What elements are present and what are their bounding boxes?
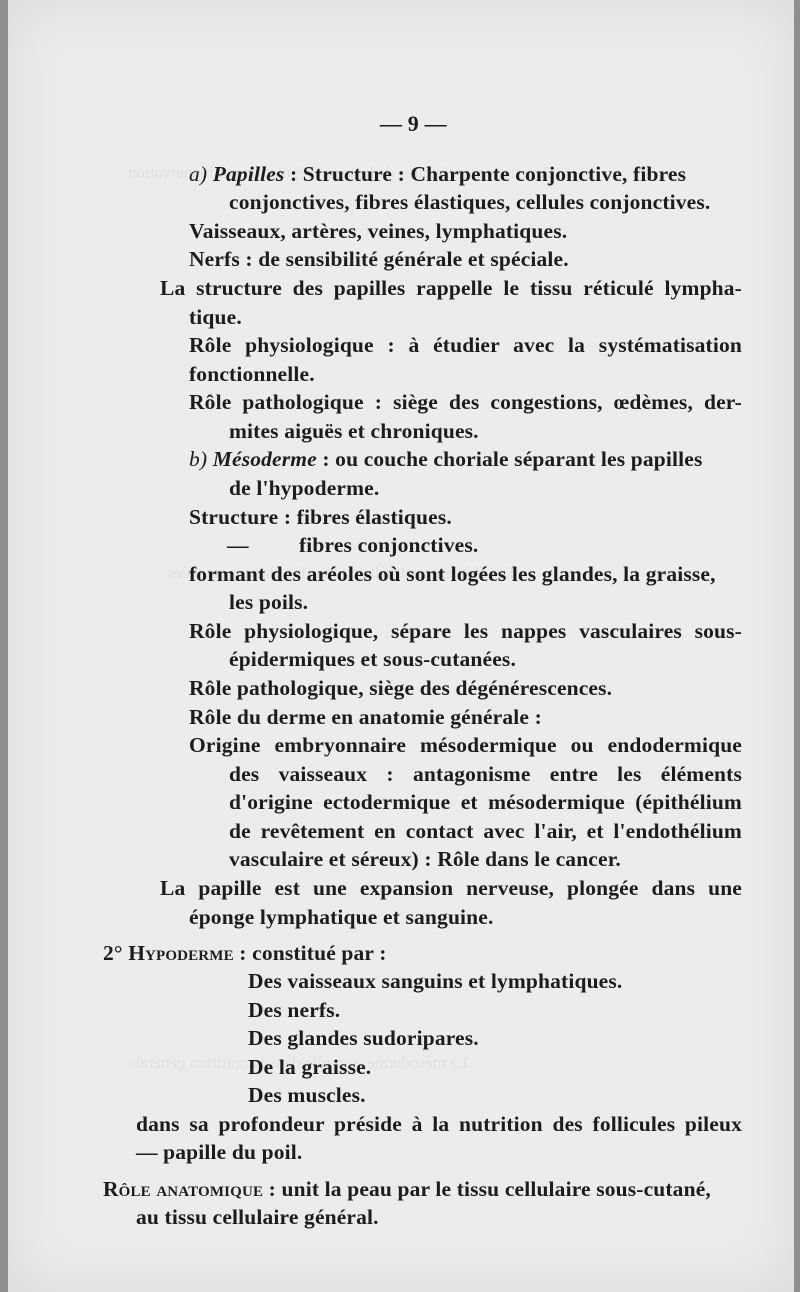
- text-line: a) Papilles : Structure : Charpente conjonctive, fibres: [189, 162, 687, 186]
- section-number: 2°: [103, 941, 123, 965]
- list-item: De la graisse.: [248, 1055, 372, 1079]
- text-line: fonctionnelle.: [189, 362, 315, 386]
- text-line: Rôle anatomique : unit la peau par le tissu cellulaire sous-cutané,: [103, 1177, 711, 1201]
- text-line: Rôle pathologique : siège des congestions, œdèmes, der-: [189, 390, 742, 414]
- text-line: vasculaire et séreux) : Rôle dans le cancer.: [229, 847, 621, 871]
- heading-hypoderme: Hypoderme: [128, 941, 234, 965]
- text-line: mites aiguës et chroniques.: [229, 419, 479, 443]
- item-marker-b: b): [189, 447, 208, 471]
- heading-papilles: Papilles: [212, 162, 285, 186]
- text-line: b) Mésoderme : ou couche choriale séparant les papilles: [189, 447, 703, 471]
- list-item: Des vaisseaux sanguins et lymphatiques.: [248, 969, 623, 993]
- text-line: fibres conjonctives.: [299, 533, 479, 557]
- text-line: épidermiques et sous-cutanées.: [229, 647, 516, 671]
- page-number: — 9 —: [380, 111, 447, 136]
- text-line: Rôle physiologique, sépare les nappes vasculaires sous-: [189, 619, 742, 643]
- text-line: La structure des papilles rappelle le tissu réticulé lympha-: [160, 276, 742, 300]
- text-line: Nerfs : de sensibilité générale et spéciale.: [189, 247, 569, 271]
- heading-role-anatomique: Rôle anatomique: [103, 1177, 264, 1201]
- text-line: d'origine ectodermique et mésodermique (épithélium: [229, 790, 742, 814]
- text-line: Structure : fibres élastiques.: [189, 505, 452, 529]
- heading-mesoderme: Mésoderme: [212, 447, 317, 471]
- text-line: conjonctives, fibres élastiques, cellules conjonctives.: [229, 190, 711, 214]
- text-line: formant des aréoles où sont logées les glandes, la graisse,: [189, 562, 716, 586]
- text-line: des vaisseaux : antagonisme entre les éléments: [229, 762, 742, 786]
- text-line: Rôle pathologique, siège des dégénérescences.: [189, 676, 613, 700]
- document-page: [8, 0, 794, 1292]
- list-item: Des muscles.: [248, 1083, 366, 1107]
- ditto-dash: —: [227, 533, 249, 557]
- list-item: Des nerfs.: [248, 998, 341, 1022]
- text-line: Rôle du derme en anatomie générale :: [189, 705, 542, 729]
- text-line: Vaisseaux, artères, veines, lymphatiques.: [189, 219, 568, 243]
- text-line: dans sa profondeur préside à la nutrition des follicules pileux: [136, 1112, 742, 1136]
- list-item: Des glandes sudoripares.: [248, 1026, 479, 1050]
- text-line: de l'hypoderme.: [229, 476, 380, 500]
- text-line: — papille du poil.: [136, 1140, 303, 1164]
- text-line: éponge lymphatique et sanguine.: [189, 905, 494, 929]
- text-line: au tissu cellulaire général.: [136, 1205, 379, 1229]
- text-line: Origine embryonnaire mésodermique ou endodermique: [189, 733, 742, 757]
- text-line: les poils.: [229, 590, 309, 614]
- text-line: de revêtement en contact avec l'air, et l'endothélium: [229, 819, 742, 843]
- text-line: Rôle physiologique : à étudier avec la systématisation: [189, 333, 742, 357]
- text-line: 2° Hypoderme : constitué par :: [103, 941, 387, 965]
- text-line: tique.: [189, 305, 242, 329]
- item-marker-a: a): [189, 162, 208, 186]
- text-line: La papille est une expansion nerveuse, plongée dans une: [160, 876, 742, 900]
